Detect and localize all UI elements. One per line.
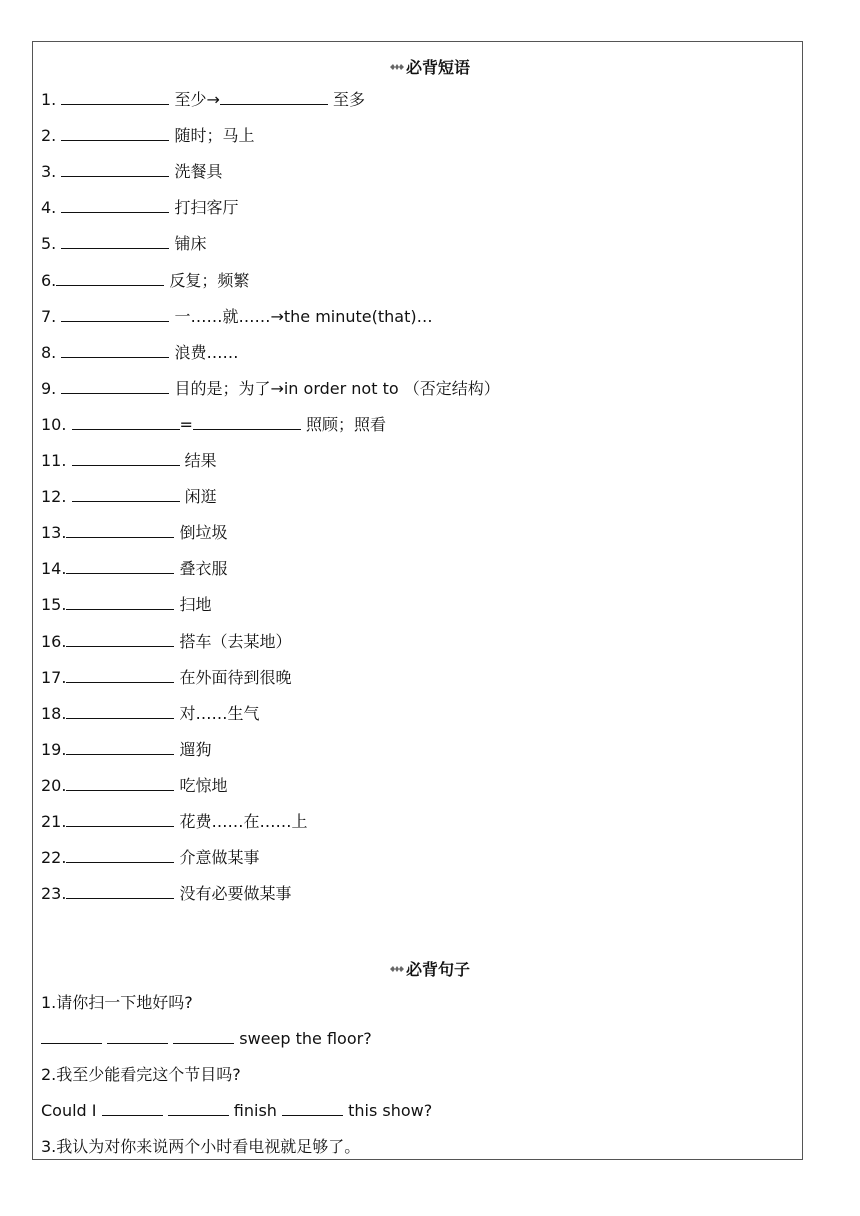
phrase-item: [41, 668, 292, 688]
phrase-item: [41, 595, 212, 615]
phrase-number: 20.: [41, 776, 67, 795]
phrase-meaning: 对……生气: [179, 704, 260, 723]
phrase-number: 6.: [41, 271, 57, 290]
phrase-item: [41, 234, 206, 254]
answer-blank[interactable]: [61, 90, 169, 105]
answer-blank[interactable]: [72, 487, 180, 502]
phrase-number: 3.: [41, 162, 62, 181]
answer-blank[interactable]: [61, 307, 169, 322]
answer-blank[interactable]: [61, 198, 169, 213]
phrase-meaning: 反复；频繁: [169, 271, 250, 290]
answer-blank[interactable]: [66, 668, 174, 683]
phrase-meaning: 至多: [332, 90, 365, 109]
answer-blank[interactable]: [66, 776, 174, 791]
sentence-2-part-c: this show?: [348, 1101, 433, 1120]
answer-blank[interactable]: [61, 162, 169, 177]
phrase-meaning: 花费……在……上: [179, 812, 308, 831]
answer-blank[interactable]: [56, 271, 164, 286]
phrase-number: 16.: [41, 632, 67, 651]
phrases-heading: [0, 55, 860, 78]
answer-blank[interactable]: [102, 1101, 163, 1116]
phrase-item: [41, 90, 365, 110]
phrase-meaning: 随时；马上: [174, 126, 255, 145]
phrase-item: [41, 307, 433, 327]
phrase-number: 8.: [41, 343, 62, 362]
phrase-item: [41, 415, 386, 435]
phrase-meaning: 闲逛: [184, 487, 217, 506]
phrase-number: 14.: [41, 559, 67, 578]
answer-blank[interactable]: [66, 812, 174, 827]
phrase-number: 9.: [41, 379, 62, 398]
answer-blank[interactable]: [66, 595, 174, 610]
sentence-2-prompt: 2.我至少能看完这个节目吗?: [41, 1065, 241, 1084]
answer-blank[interactable]: [168, 1101, 229, 1116]
sentence-1-prompt: 1.请你扫一下地好吗?: [41, 993, 193, 1012]
phrase-number: 18.: [41, 704, 67, 723]
answer-blank[interactable]: [282, 1101, 343, 1116]
phrase-meaning: 吃惊地: [179, 776, 228, 795]
sentences-title: 必背句子: [405, 960, 470, 979]
phrase-number: 4.: [41, 198, 62, 217]
phrase-meaning: 洗餐具: [174, 162, 223, 181]
phrase-meaning: 目的是；为了→in order not to （否定结构）: [174, 379, 500, 398]
sentence-2-answer: [41, 1101, 432, 1121]
phrase-meaning: 叠衣服: [179, 559, 228, 578]
phrase-meaning: 浪费……: [174, 343, 239, 362]
answer-blank[interactable]: [61, 234, 169, 249]
sentence-1-tail: sweep the floor?: [239, 1029, 372, 1048]
phrase-number: 17.: [41, 668, 67, 687]
sentences-heading: [0, 957, 860, 980]
ornament-icon: [390, 965, 404, 973]
phrase-item: [41, 559, 228, 579]
phrase-number: 21.: [41, 812, 67, 831]
phrase-item: [41, 451, 217, 471]
phrase-meaning: 介意做某事: [179, 848, 260, 867]
phrase-meaning: 倒垃圾: [179, 523, 228, 542]
phrase-meaning: 没有必要做某事: [179, 884, 292, 903]
phrase-number: 5.: [41, 234, 62, 253]
phrase-item: [41, 487, 217, 507]
answer-blank[interactable]: [66, 632, 174, 647]
phrase-item: [41, 379, 500, 399]
phrase-item: [41, 271, 249, 291]
sentence-2-part-b: finish: [233, 1101, 277, 1120]
phrase-number: 23.: [41, 884, 67, 903]
answer-blank[interactable]: [220, 90, 328, 105]
answer-blank[interactable]: [66, 740, 174, 755]
phrase-item: [41, 162, 222, 182]
phrase-number: 1.: [41, 90, 62, 109]
answer-blank[interactable]: [61, 379, 169, 394]
phrase-meaning: 照顾；照看: [306, 415, 387, 434]
answer-blank[interactable]: [107, 1029, 168, 1044]
phrase-item: [41, 740, 212, 760]
phrase-meaning: 扫地: [179, 595, 212, 614]
phrase-number: 13.: [41, 523, 67, 542]
phrase-item: [41, 343, 238, 363]
answer-blank[interactable]: [66, 559, 174, 574]
phrase-item: [41, 632, 292, 652]
answer-blank[interactable]: [41, 1029, 102, 1044]
answer-blank[interactable]: [66, 704, 174, 719]
answer-blank[interactable]: [61, 343, 169, 358]
phrase-item: [41, 776, 228, 796]
phrase-item: [41, 848, 260, 868]
answer-blank[interactable]: [173, 1029, 234, 1044]
phrases-title: 必背短语: [405, 58, 470, 77]
phrase-number: 7.: [41, 307, 62, 326]
phrase-number: 19.: [41, 740, 67, 759]
phrase-item: [41, 126, 254, 146]
phrase-number: 22.: [41, 848, 67, 867]
answer-blank[interactable]: [61, 126, 169, 141]
answer-blank[interactable]: [72, 415, 180, 430]
phrase-number: 10.: [41, 415, 72, 434]
answer-blank[interactable]: [193, 415, 301, 430]
phrase-number: 12.: [41, 487, 72, 506]
phrase-meaning: 一……就……→the minute(that)…: [174, 307, 433, 326]
phrase-meaning: 铺床: [174, 234, 207, 253]
phrase-meaning: 在外面待到很晚: [179, 668, 292, 687]
sentence-1-answer: [41, 1029, 372, 1049]
answer-blank[interactable]: [66, 884, 174, 899]
phrase-number: 11.: [41, 451, 72, 470]
phrase-item: [41, 523, 228, 543]
sentence-3-prompt: 3.我认为对你来说两个小时看电视就足够了。: [41, 1137, 361, 1156]
phrase-number: 2.: [41, 126, 62, 145]
phrase-item: [41, 884, 292, 904]
answer-blank[interactable]: [66, 848, 174, 863]
phrase-meaning: =: [179, 415, 193, 434]
phrase-meaning: 搭车（去某地）: [179, 632, 292, 651]
phrase-item: [41, 198, 238, 218]
phrase-item: [41, 812, 308, 832]
phrase-number: 15.: [41, 595, 67, 614]
phrase-meaning: 结果: [184, 451, 217, 470]
sentence-2-part-a: Could I: [41, 1101, 97, 1120]
phrase-meaning: 打扫客厅: [174, 198, 239, 217]
answer-blank[interactable]: [66, 523, 174, 538]
phrase-meaning: 至少→: [174, 90, 220, 109]
answer-blank[interactable]: [72, 451, 180, 466]
phrase-item: [41, 704, 260, 724]
phrase-meaning: 遛狗: [179, 740, 212, 759]
ornament-icon: [390, 63, 404, 71]
